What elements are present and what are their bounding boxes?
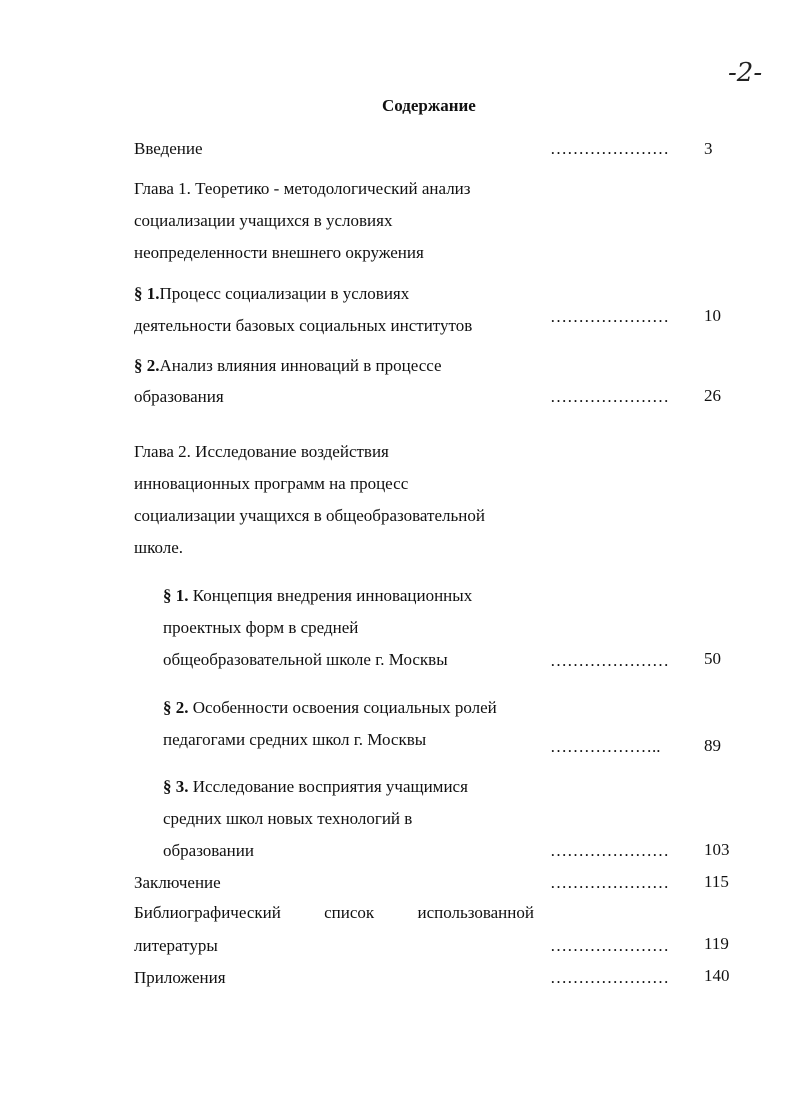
bibliography-word: использованной [417,903,534,922]
toc-leader: ………………… [550,968,669,987]
ch2-s2-line: педагогами средних школ г. Москвы [163,730,427,749]
ch1-s2-num: § 2. [134,356,160,375]
handwritten-page-number: -2- [728,58,763,88]
chapter2-line: инновационных программ на процесс [134,474,409,493]
chapter2-line: Глава 2. Исследование воздействия [134,442,389,461]
chapter2-line: социализации учащихся в общеобразовательной [134,506,485,525]
ch1-s2-line: образования [134,387,224,406]
toc-intro-label: Введение [134,139,203,158]
ch1-s1-heading [134,284,409,304]
toc-conclusion-label: Заключение [134,873,221,892]
ch2-s3-line: образовании [163,841,254,860]
ch1-s1-page: 10 [704,306,721,325]
toc-appendix-label: Приложения [134,968,226,987]
ch2-s1-line: проектных форм в средней [163,618,359,637]
ch2-s3-line: средних школ новых технологий в [163,809,413,828]
chapter2-line: школе. [134,538,184,557]
toc-leader: ………………… [550,936,669,955]
ch2-s2-line: Особенности освоения социальных ролей [188,698,497,717]
bibliography-word: список [324,903,375,922]
ch2-s3-page: 103 [704,840,730,859]
toc-leader: ………………… [550,387,669,406]
toc-bibliography-line1 [134,903,534,923]
ch1-s1-line: Процесс социализации в условиях [159,284,410,303]
ch2-s1-line: Концепция внедрения инновационных [188,586,473,605]
chapter1-line: социализации учащихся в условиях [134,211,393,230]
toc-appendix-page: 140 [704,966,730,985]
ch1-s2-line: Анализ влияния инноваций в процессе [159,356,442,375]
ch2-s1-page: 50 [704,649,721,668]
bibliography-word: Библиографический [134,903,281,922]
ch2-s1-line: общеобразовательной школе г. Москвы [163,650,448,669]
ch2-s1-heading [163,586,472,606]
ch2-s2-heading [163,698,497,718]
toc-intro-page: 3 [704,139,713,158]
ch1-s2-page: 26 [704,386,721,405]
toc-bibliography-page: 119 [704,934,729,953]
page-title: Содержание [382,96,476,115]
toc-leader: ………………… [550,139,669,158]
chapter1-line: Глава 1. Теоретико - методологический анализ [134,179,471,198]
ch2-s3-heading [163,777,468,797]
ch2-s2-page: 89 [704,736,721,755]
toc-leader: ………………… [550,841,669,860]
ch1-s1-num: § 1. [134,284,160,303]
toc-leader: ………………… [550,307,669,326]
toc-bibliography-line2: литературы [134,936,218,955]
ch2-s3-num: § 3. [163,777,189,796]
toc-conclusion-page: 115 [704,872,729,891]
ch2-s3-line: Исследование восприятия учащимися [188,777,468,796]
toc-leader: ………………… [550,873,669,892]
ch2-s1-num: § 1. [163,586,189,605]
ch1-s1-line: деятельности базовых социальных институтов [134,316,473,335]
chapter1-line: неопределенности внешнего окружения [134,243,424,262]
toc-leader: ………………… [550,651,669,670]
ch1-s2-heading [134,356,442,376]
toc-leader-short: ……………….. [550,737,661,756]
ch2-s2-num: § 2. [163,698,189,717]
